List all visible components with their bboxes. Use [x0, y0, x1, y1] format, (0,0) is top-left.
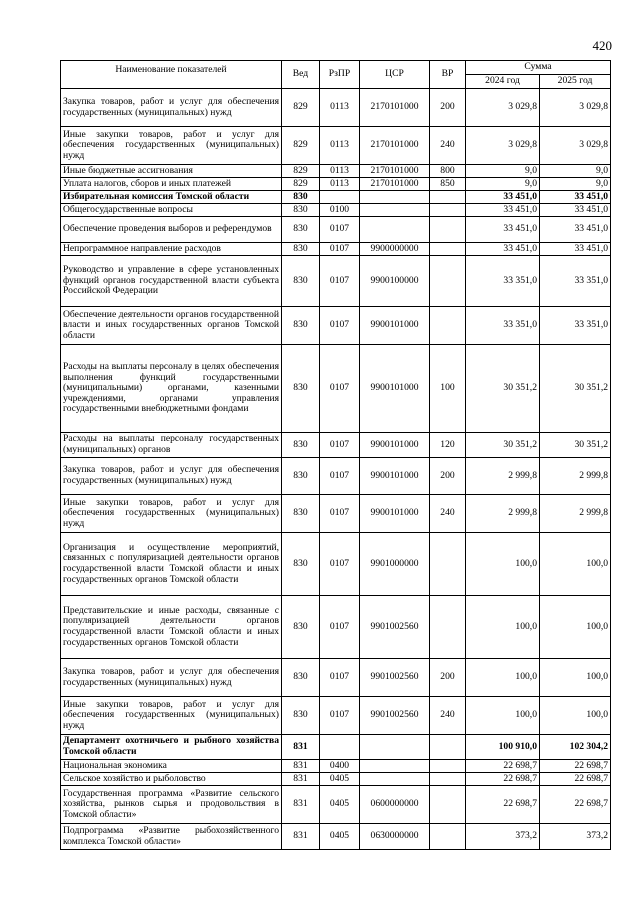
- row-vr-cell: 100: [430, 345, 466, 433]
- table-row: [61, 178, 611, 191]
- row-csr-cell: 9900101000: [360, 495, 430, 533]
- row-sum-2024-cell: 373,2: [466, 824, 540, 850]
- row-csr-cell: 9901002560: [360, 596, 430, 659]
- row-sum-2024-cell: 100,0: [466, 697, 540, 735]
- row-name-cell: Иные бюджетные ассигнования: [61, 165, 282, 178]
- row-name-cell: Сельское хозяйство и рыболовство: [61, 773, 282, 786]
- row-name-cell: Обеспечение проведения выборов и референдумов: [61, 217, 282, 243]
- row-name-cell: Департамент охотничьего и рыбного хозяйства Томской области: [61, 735, 282, 760]
- row-vr-cell: [430, 217, 466, 243]
- table-row: [61, 760, 611, 773]
- row-csr-cell: 9900101000: [360, 433, 430, 458]
- row-sum-2025-cell: 22 698,7: [540, 773, 611, 786]
- row-ved-cell: 831: [282, 824, 320, 850]
- row-name-cell: Закупка товаров, работ и услуг для обеспечения государственных (муниципальных) нужд: [61, 89, 282, 127]
- row-vr-cell: [430, 735, 466, 760]
- row-vr-cell: [430, 204, 466, 217]
- row-sum-2025-cell: 3 029,8: [540, 127, 611, 165]
- row-vr-cell: 800: [430, 165, 466, 178]
- row-vr-cell: [430, 773, 466, 786]
- row-name-cell: Избирательная комиссия Томской области: [61, 191, 282, 204]
- row-sum-2025-cell: 22 698,7: [540, 760, 611, 773]
- row-name-cell: Иные закупки товаров, работ и услуг для обеспечения государственных (муниципальных) нужд: [61, 697, 282, 735]
- row-ved-cell: 830: [282, 307, 320, 345]
- row-ved-cell: 829: [282, 127, 320, 165]
- row-rzpr-cell: 0400: [320, 760, 360, 773]
- table-row: [61, 433, 611, 458]
- row-ved-cell: 830: [282, 596, 320, 659]
- row-rzpr-cell: 0113: [320, 178, 360, 191]
- table-row: [61, 735, 611, 760]
- row-vr-cell: 850: [430, 178, 466, 191]
- table-row: [61, 127, 611, 165]
- row-ved-cell: 831: [282, 773, 320, 786]
- row-sum-2024-cell: 33 351,0: [466, 307, 540, 345]
- row-sum-2024-cell: 100,0: [466, 533, 540, 596]
- row-sum-2025-cell: 33 451,0: [540, 243, 611, 256]
- header-2024: 2024 год: [466, 75, 540, 89]
- row-sum-2024-cell: 2 999,8: [466, 458, 540, 495]
- row-sum-2024-cell: 3 029,8: [466, 89, 540, 127]
- row-vr-cell: 200: [430, 89, 466, 127]
- row-name-cell: Закупка товаров, работ и услуг для обеспечения государственных (муниципальных) нужд: [61, 659, 282, 697]
- row-sum-2025-cell: 30 351,2: [540, 345, 611, 433]
- row-name-cell: Национальная экономика: [61, 760, 282, 773]
- row-sum-2024-cell: 100,0: [466, 596, 540, 659]
- row-sum-2025-cell: 2 999,8: [540, 495, 611, 533]
- row-ved-cell: 830: [282, 433, 320, 458]
- table-row: [61, 697, 611, 735]
- row-csr-cell: [360, 735, 430, 760]
- row-vr-cell: 240: [430, 127, 466, 165]
- row-vr-cell: [430, 596, 466, 659]
- table-row: [61, 204, 611, 217]
- row-sum-2024-cell: 3 029,8: [466, 127, 540, 165]
- row-vr-cell: [430, 760, 466, 773]
- row-rzpr-cell: 0107: [320, 345, 360, 433]
- row-rzpr-cell: 0107: [320, 533, 360, 596]
- row-sum-2025-cell: 9,0: [540, 178, 611, 191]
- table-body: [61, 89, 611, 850]
- row-vr-cell: [430, 533, 466, 596]
- table-row: [61, 824, 611, 850]
- row-name-cell: Общегосударственные вопросы: [61, 204, 282, 217]
- row-vr-cell: [430, 191, 466, 204]
- row-csr-cell: 0630000000: [360, 824, 430, 850]
- row-ved-cell: 830: [282, 458, 320, 495]
- row-vr-cell: [430, 256, 466, 307]
- row-name-cell: Подпрограмма «Развитие рыбохозяйственного комплекса Томской области»: [61, 824, 282, 850]
- row-name-cell: Непрограммное направление расходов: [61, 243, 282, 256]
- table-row: [61, 243, 611, 256]
- row-vr-cell: 120: [430, 433, 466, 458]
- row-csr-cell: 9901000000: [360, 533, 430, 596]
- row-ved-cell: 831: [282, 735, 320, 760]
- row-rzpr-cell: 0113: [320, 165, 360, 178]
- row-name-cell: Организация и осуществление мероприятий, связанных с популяризацией деятельности органов государственной власти Томской области и иных государственных органов Томской области: [61, 533, 282, 596]
- header-vr: ВР: [430, 61, 466, 89]
- row-sum-2025-cell: 33 451,0: [540, 204, 611, 217]
- row-rzpr-cell: 0107: [320, 307, 360, 345]
- table-row: [61, 345, 611, 433]
- row-rzpr-cell: [320, 191, 360, 204]
- row-rzpr-cell: 0107: [320, 697, 360, 735]
- row-ved-cell: 830: [282, 217, 320, 243]
- table-row: [61, 89, 611, 127]
- row-vr-cell: [430, 307, 466, 345]
- row-sum-2025-cell: 100,0: [540, 659, 611, 697]
- header-csr: ЦСР: [360, 61, 430, 89]
- row-csr-cell: 2170101000: [360, 178, 430, 191]
- row-rzpr-cell: [320, 735, 360, 760]
- row-ved-cell: 831: [282, 786, 320, 824]
- row-sum-2025-cell: 22 698,7: [540, 786, 611, 824]
- row-name-cell: Представительские и иные расходы, связанные с популяризацией деятельности органов государственной власти Томской области и иных государственных органов Томской области: [61, 596, 282, 659]
- row-ved-cell: 830: [282, 659, 320, 697]
- row-sum-2024-cell: 22 698,7: [466, 786, 540, 824]
- row-rzpr-cell: 0107: [320, 433, 360, 458]
- table-row: [61, 773, 611, 786]
- row-ved-cell: 830: [282, 495, 320, 533]
- table-row: [61, 165, 611, 178]
- row-sum-2024-cell: 33 451,0: [466, 204, 540, 217]
- row-ved-cell: 830: [282, 533, 320, 596]
- row-name-cell: Расходы на выплаты персоналу в целях обеспечения выполнения функций государственными (муниципальными) органами, казенными учреждениями, органами управления государственными внебюджетными фондами: [61, 345, 282, 433]
- row-rzpr-cell: 0107: [320, 596, 360, 659]
- row-vr-cell: 200: [430, 458, 466, 495]
- table-row: [61, 307, 611, 345]
- row-name-cell: Расходы на выплаты персоналу государственных (муниципальных) органов: [61, 433, 282, 458]
- row-csr-cell: 2170101000: [360, 127, 430, 165]
- row-csr-cell: 2170101000: [360, 165, 430, 178]
- row-csr-cell: [360, 191, 430, 204]
- row-vr-cell: 240: [430, 697, 466, 735]
- row-rzpr-cell: 0405: [320, 824, 360, 850]
- row-csr-cell: 9900101000: [360, 345, 430, 433]
- table-row: [61, 786, 611, 824]
- row-sum-2025-cell: 3 029,8: [540, 89, 611, 127]
- row-sum-2024-cell: 22 698,7: [466, 760, 540, 773]
- row-sum-2024-cell: 100,0: [466, 659, 540, 697]
- row-ved-cell: 829: [282, 165, 320, 178]
- row-sum-2024-cell: 22 698,7: [466, 773, 540, 786]
- row-sum-2025-cell: 100,0: [540, 533, 611, 596]
- row-sum-2024-cell: 30 351,2: [466, 433, 540, 458]
- row-name-cell: Иные закупки товаров, работ и услуг для обеспечения государственных (муниципальных) нужд: [61, 495, 282, 533]
- row-name-cell: Уплата налогов, сборов и иных платежей: [61, 178, 282, 191]
- table-row: [61, 217, 611, 243]
- row-sum-2024-cell: 9,0: [466, 178, 540, 191]
- row-csr-cell: [360, 773, 430, 786]
- row-rzpr-cell: 0107: [320, 659, 360, 697]
- row-sum-2025-cell: 373,2: [540, 824, 611, 850]
- row-csr-cell: 9900101000: [360, 458, 430, 495]
- row-csr-cell: [360, 217, 430, 243]
- row-sum-2025-cell: 2 999,8: [540, 458, 611, 495]
- row-csr-cell: 9900100000: [360, 256, 430, 307]
- row-name-cell: Государственная программа «Развитие сельского хозяйства, рынков сырья и продовольствия в Томской области»: [61, 786, 282, 824]
- row-sum-2025-cell: 33 351,0: [540, 307, 611, 345]
- row-vr-cell: [430, 824, 466, 850]
- header-ved: Вед: [282, 61, 320, 89]
- row-csr-cell: 0600000000: [360, 786, 430, 824]
- budget-table: [60, 60, 611, 850]
- row-sum-2024-cell: 9,0: [466, 165, 540, 178]
- row-sum-2024-cell: 100 910,0: [466, 735, 540, 760]
- row-rzpr-cell: 0107: [320, 495, 360, 533]
- row-sum-2025-cell: 33 451,0: [540, 217, 611, 243]
- row-vr-cell: [430, 243, 466, 256]
- row-rzpr-cell: 0107: [320, 243, 360, 256]
- row-csr-cell: 9901002560: [360, 697, 430, 735]
- row-sum-2024-cell: 33 451,0: [466, 191, 540, 204]
- table-row: [61, 495, 611, 533]
- row-sum-2025-cell: 33 351,0: [540, 256, 611, 307]
- table-row: [61, 533, 611, 596]
- row-sum-2025-cell: 9,0: [540, 165, 611, 178]
- row-name-cell: Закупка товаров, работ и услуг для обеспечения государственных (муниципальных) нужд: [61, 458, 282, 495]
- row-csr-cell: 9900000000: [360, 243, 430, 256]
- row-ved-cell: 829: [282, 89, 320, 127]
- row-ved-cell: 830: [282, 256, 320, 307]
- row-sum-2025-cell: 100,0: [540, 596, 611, 659]
- row-name-cell: Руководство и управление в сфере установленных функций органов государственной власти субъекта Российской Федерации: [61, 256, 282, 307]
- row-vr-cell: 240: [430, 495, 466, 533]
- row-rzpr-cell: 0107: [320, 256, 360, 307]
- row-rzpr-cell: 0107: [320, 217, 360, 243]
- table-row: [61, 659, 611, 697]
- row-sum-2025-cell: 102 304,2: [540, 735, 611, 760]
- row-rzpr-cell: 0113: [320, 127, 360, 165]
- row-sum-2024-cell: 33 451,0: [466, 243, 540, 256]
- row-sum-2024-cell: 33 351,0: [466, 256, 540, 307]
- row-vr-cell: [430, 786, 466, 824]
- table-row: [61, 458, 611, 495]
- row-ved-cell: 831: [282, 760, 320, 773]
- row-ved-cell: 830: [282, 697, 320, 735]
- row-rzpr-cell: 0405: [320, 786, 360, 824]
- page-number: 420: [592, 38, 612, 53]
- row-csr-cell: 2170101000: [360, 89, 430, 127]
- header-rzpr: РзПР: [320, 61, 360, 89]
- row-rzpr-cell: 0107: [320, 458, 360, 495]
- row-rzpr-cell: 0405: [320, 773, 360, 786]
- row-rzpr-cell: 0100: [320, 204, 360, 217]
- row-sum-2024-cell: 33 451,0: [466, 217, 540, 243]
- row-csr-cell: 9901002560: [360, 659, 430, 697]
- header-sum: Сумма: [466, 61, 611, 75]
- row-ved-cell: 830: [282, 243, 320, 256]
- table-row: [61, 596, 611, 659]
- row-ved-cell: 829: [282, 178, 320, 191]
- row-name-cell: Обеспечение деятельности органов государственной власти и иных государственных органов Томской области: [61, 307, 282, 345]
- table-row: [61, 256, 611, 307]
- row-ved-cell: 830: [282, 191, 320, 204]
- row-sum-2024-cell: 2 999,8: [466, 495, 540, 533]
- header-2025: 2025 год: [540, 75, 611, 89]
- row-sum-2024-cell: 30 351,2: [466, 345, 540, 433]
- row-csr-cell: 9900101000: [360, 307, 430, 345]
- row-ved-cell: 830: [282, 204, 320, 217]
- row-name-cell: Иные закупки товаров, работ и услуг для обеспечения государственных (муниципальных) нужд: [61, 127, 282, 165]
- row-csr-cell: [360, 760, 430, 773]
- header-name: Наименование показателей: [61, 61, 282, 89]
- row-rzpr-cell: 0113: [320, 89, 360, 127]
- row-csr-cell: [360, 204, 430, 217]
- row-sum-2025-cell: 30 351,2: [540, 433, 611, 458]
- row-sum-2025-cell: 33 451,0: [540, 191, 611, 204]
- row-sum-2025-cell: 100,0: [540, 697, 611, 735]
- row-ved-cell: 830: [282, 345, 320, 433]
- table-row: [61, 191, 611, 204]
- row-vr-cell: 200: [430, 659, 466, 697]
